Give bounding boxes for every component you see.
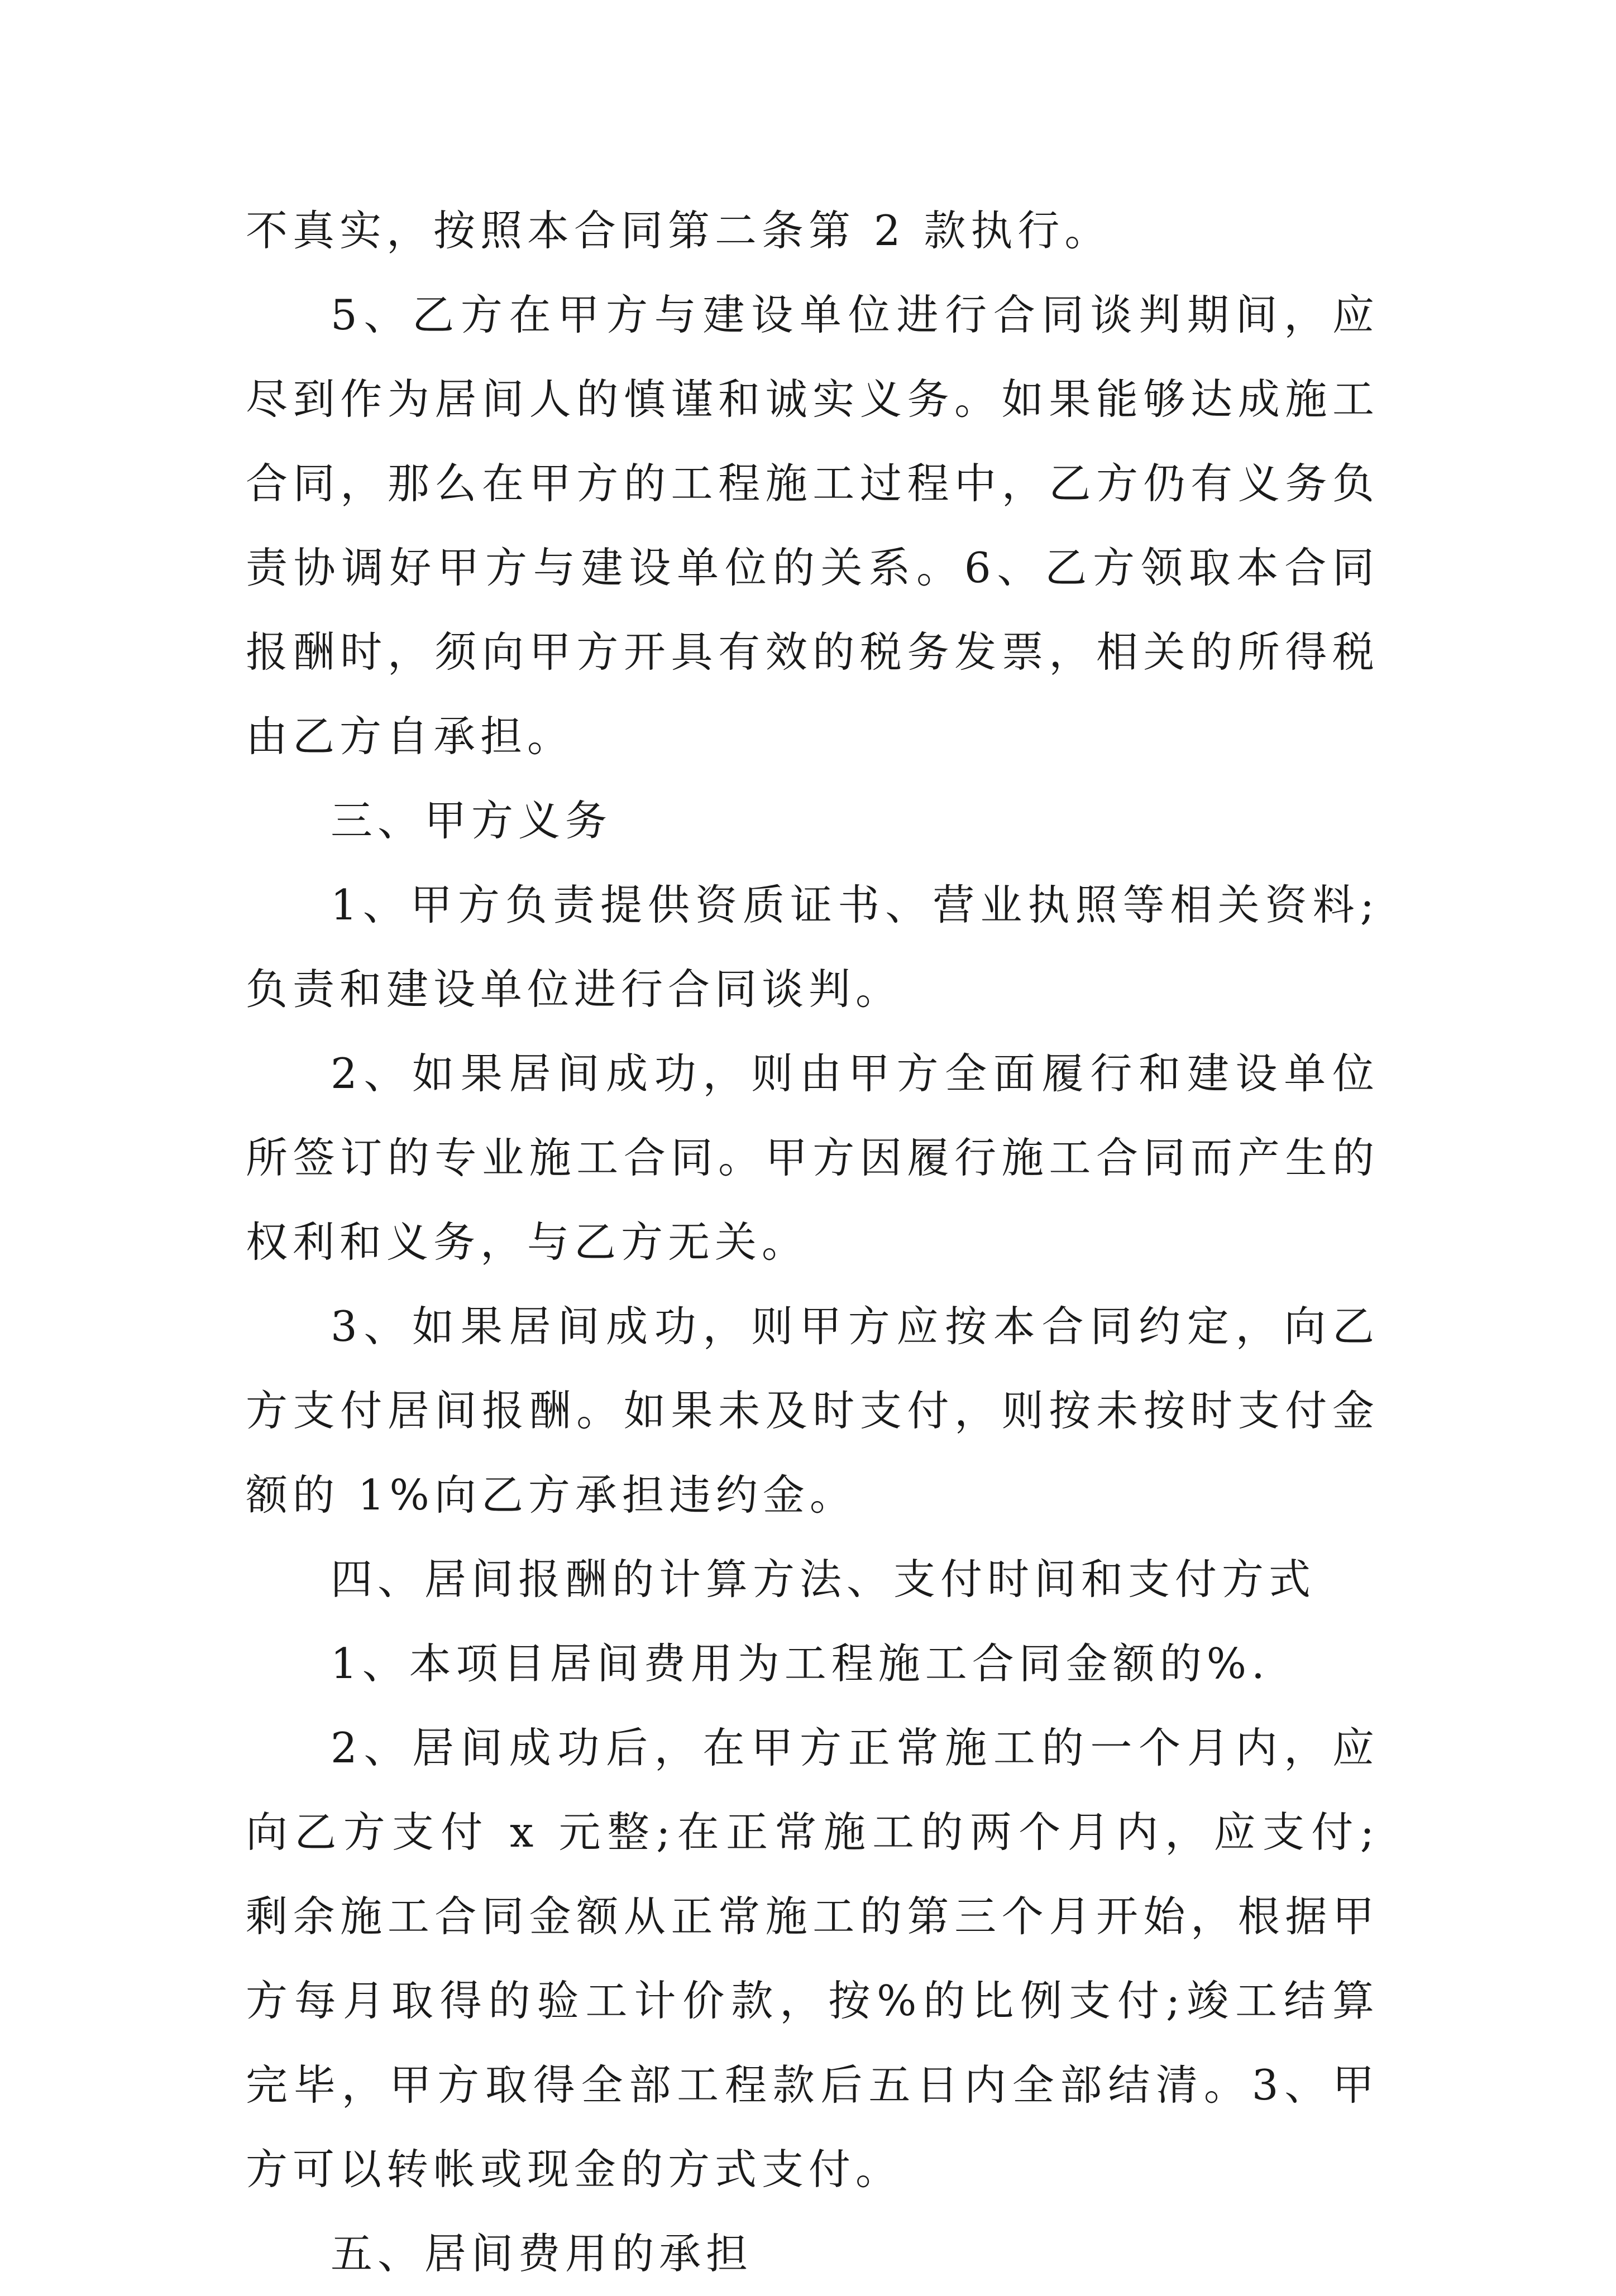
paragraph-clause-5-6: 5、乙方在甲方与建设单位进行合同谈判期间，应尽到作为居间人的慎谨和诚实义务。如果能够达成施工合同，那么在甲方的工程施工过程中，乙方仍有义务负责协调好甲方与建设单位的关系。6、乙方领取本合同报酬时，须向甲方开具有效的税务发票，相关的所得税由乙方自承担。 (246, 290, 1379, 761)
paragraph-fee-2-3: 2、居间成功后，在甲方正常施工的一个月内，应向乙方支付 x 元整;在正常施工的两个月内，应支付;剩余施工合同金额从正常施工的第三个月开始，根据甲方每月取得的验工计价款，按%的比例支付;竣工结算完毕，甲方取得全部工程款后五日内全部结清。3、甲方可以转帐或现金的方式支付。 (246, 1723, 1379, 2194)
paragraph-continuation: 不真实，按照本合同第二条第 2 款执行。 (246, 206, 1112, 255)
paragraph-party-a-duty-2: 2、如果居间成功，则由甲方全面履行和建设单位所签订的专业施工合同。甲方因履行施工合同而产生的权利和义务，与乙方无关。 (246, 1049, 1379, 1267)
document-body (246, 189, 1379, 2296)
paragraph-party-a-duty-3: 3、如果居间成功，则甲方应按本合同约定，向乙方支付居间报酬。如果未及时支付，则按未按时支付金额的 1%向乙方承担违约金。 (246, 1302, 1379, 1520)
paragraph-party-a-duty-1: 1、甲方负责提供资质证书、营业执照等相关资料;负责和建设单位进行合同谈判。 (246, 880, 1379, 1014)
paragraph-fee-1: 1、本项目居间费用为工程施工合同金额的%. (331, 1639, 1270, 1688)
section-heading-5: 五、居间费用的承担 (331, 2229, 753, 2278)
section-heading-3: 三、甲方义务 (331, 796, 613, 845)
section-heading-4: 四、居间报酬的计算方法、支付时间和支付方式 (331, 1555, 1316, 1604)
